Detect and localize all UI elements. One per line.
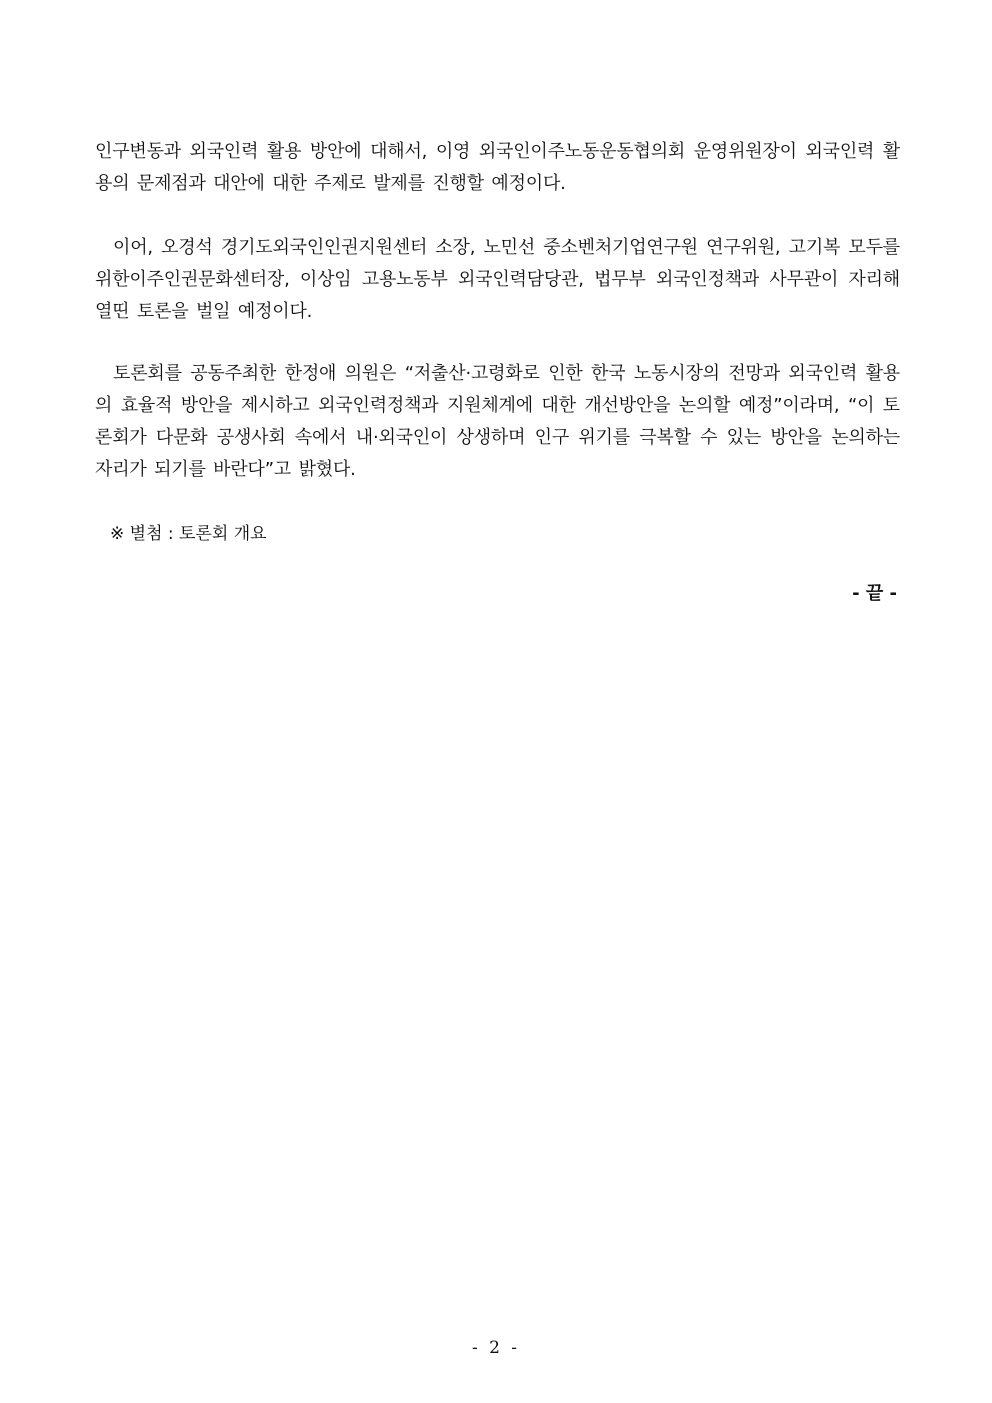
end-mark: - 끝 - bbox=[852, 583, 897, 604]
page-number: - 2 - bbox=[471, 1338, 521, 1358]
paragraph-presentation: 인구변동과 외국인력 활용 방안에 대해서, 이영 외국인이주노동운동협의회 운영위원장이 외국인력 활용의 문제점과 대안에 대한 주제로 발제를 진행할 예정이다. bbox=[95, 141, 900, 194]
paragraph-quote: 토론회를 공동주최한 한정애 의원은 “저출산·고령화로 인한 한국 노동시장의 전망과 외국인력 활용의 효율적 방안을 제시하고 외국인력정책과 지원체계에 대한 개선방안을 논의할 예정”이라며, “이 토론회가 다문화 공생사회 속에서 내·외국인이 상생하며 인구 위기를 극복할 수 있는 방안을 논의하는 자리가 되기를 바란다”고 밝혔다. bbox=[95, 363, 900, 480]
attachment-note: ※ 별첨 : 토론회 개요 bbox=[110, 524, 267, 544]
paragraph-panelists: 이어, 오경석 경기도외국인인권지원센터 소장, 노민선 중소벤처기업연구원 연구위원, 고기복 모두를위한이주인권문화센터장, 이상임 고용노동부 외국인력담당관, 법무부 외국인정책과 사무관이 자리해 열띤 토론을 벌일 예정이다. bbox=[95, 237, 900, 322]
